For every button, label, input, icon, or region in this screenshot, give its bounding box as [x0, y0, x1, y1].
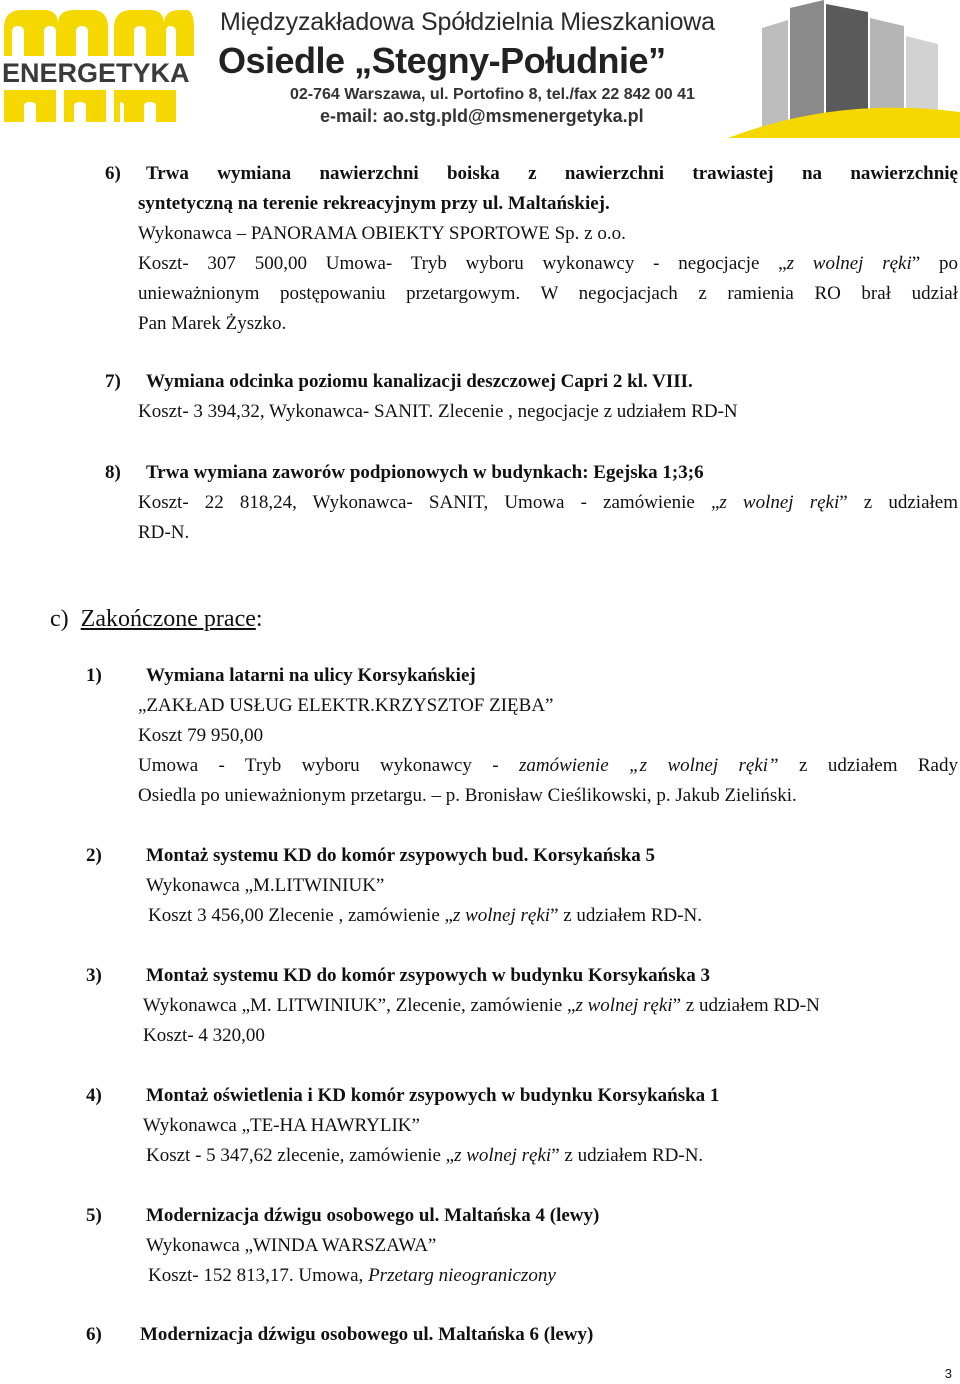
item-title: Wymiana odcinka poziomu kanalizacji deszczowej Capri 2 kl. VIII.: [146, 371, 693, 392]
item-number: 4): [86, 1085, 102, 1106]
cost-line: Koszt- 152 813,17. Umowa, Przetarg nieograniczony: [148, 1265, 556, 1286]
item-number: 2): [86, 845, 102, 866]
item-title: Modernizacja dźwigu osobowego ul. Maltańska 4 (lewy): [146, 1205, 600, 1226]
contractor-line: Wykonawca – PANORAMA OBIEKTY SPORTOWE Sp. z o.o.: [138, 223, 626, 244]
item-number: 8): [105, 462, 121, 483]
cost-line: Koszt 79 950,00: [138, 725, 264, 746]
contractor-line: Wykonawca „TE-HA HAWRYLIK”: [143, 1115, 420, 1136]
item-title-cont: syntetyczną na terenie rekreacyjnym przy ul. Maltańskiej.: [138, 193, 610, 214]
item-number: 3): [86, 965, 102, 986]
energetyka-logo: [0, 6, 196, 124]
item-number: 6): [105, 163, 121, 184]
org-name: Międzyzakładowa Spółdzielnia Mieszkaniowa: [220, 8, 715, 36]
email: e-mail: ao.stg.pld@msmenergetyka.pl: [320, 106, 644, 126]
cost-line: Koszt- 4 320,00: [143, 1025, 265, 1046]
cost-line: Koszt- 22 818,24, Wykonawca- SANIT, Umowa - zamówienie „z wolnej ręki” z udziałem: [138, 492, 958, 513]
note-line: Pan Marek Żyszko.: [138, 313, 287, 334]
item-title: Wymiana latarni na ulicy Korsykańskiej: [146, 665, 476, 686]
cost-line-cont: RD-N.: [138, 522, 190, 543]
section-heading: c) Zakończone prace:: [50, 606, 263, 632]
item-number: 1): [86, 665, 102, 686]
item-title: Modernizacja dźwigu osobowego ul. Maltańska 6 (lewy): [140, 1324, 594, 1345]
contract-line: Umowa - Tryb wyboru wykonawcy - zamówienie „z wolnej ręki” z udziałem Rady: [138, 755, 958, 776]
item-number: 7): [105, 371, 121, 392]
buildings-graphic: [728, 0, 960, 138]
contractor-line: Wykonawca „M. LITWINIUK”, Zlecenie, zamówienie „z wolnej ręki” z udziałem RD-N: [143, 995, 820, 1016]
cost-line: Koszt- 307 500,00 Umowa- Tryb wyboru wykonawcy - negocjacje „z wolnej ręki” po: [138, 253, 958, 274]
note-line: unieważnionym postępowaniu przetargowym. W negocjacjach z ramienia RO brał udział: [138, 283, 958, 304]
page-number: 3: [944, 1366, 952, 1381]
item-title: Montaż systemu KD do komór zsypowych w budynku Korsykańska 3: [146, 965, 710, 986]
item-number: 5): [86, 1205, 102, 1226]
address: 02-764 Warszawa, ul. Portofino 8, tel./fax 22 842 00 41: [290, 86, 695, 103]
contractor-line: Wykonawca „M.LITWINIUK”: [146, 875, 385, 896]
cost-line: Koszt- 3 394,32, Wykonawca- SANIT. Zlecenie , negocjacje z udziałem RD-N: [138, 401, 738, 422]
item-title: Trwa wymiana zaworów podpionowych w budynkach: Egejska 1;3;6: [146, 462, 704, 483]
item-title: Montaż systemu KD do komór zsypowych bud. Korsykańska 5: [146, 845, 656, 866]
cost-line: Koszt 3 456,00 Zlecenie , zamówienie „z wolnej ręki” z udziałem RD-N.: [148, 905, 703, 926]
contractor-line: Wykonawca „WINDA WARSZAWA”: [146, 1235, 437, 1256]
item-title: Trwa wymiana nawierzchni boiska z nawierzchni trawiastej na nawierzchnię: [146, 163, 958, 184]
contractor-line: „ZAKŁAD USŁUG ELEKTR.KRZYSZTOF ZIĘBA”: [138, 695, 554, 716]
cost-line: Koszt - 5 347,62 zlecenie, zamówienie „z wolnej ręki” z udziałem RD-N.: [146, 1145, 704, 1166]
item-number: 6): [86, 1324, 102, 1345]
estate-name: Osiedle „Stegny-Południe”: [218, 40, 666, 81]
logo-wordmark: ENERGETYKA: [2, 58, 190, 88]
item-title: Montaż oświetlenia i KD komór zsypowych w budynku Korsykańska 1: [146, 1085, 720, 1106]
note-line: Osiedla po unieważnionym przetargu. – p. Bronisław Cieślikowski, p. Jakub Zieliński.: [138, 785, 797, 806]
